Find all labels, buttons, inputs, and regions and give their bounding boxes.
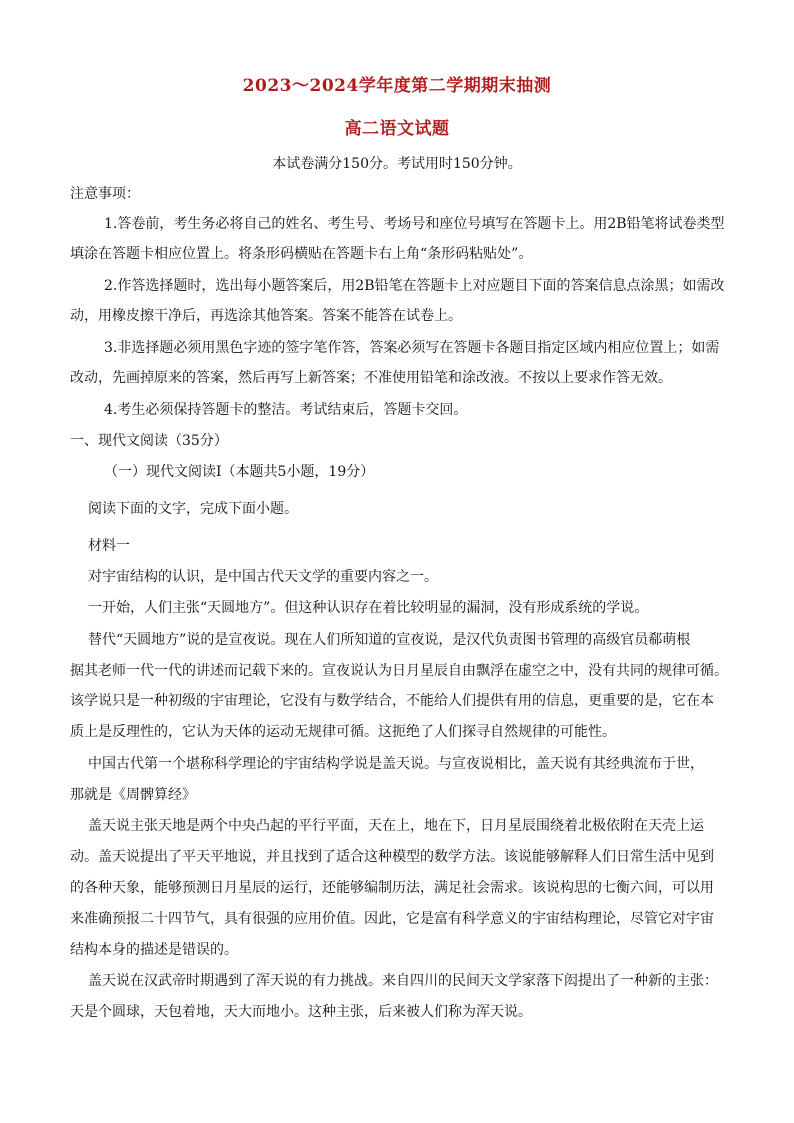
section-heading: 一、现代文阅读（35分） (70, 433, 228, 449)
paragraph-3-line-4: 质上是反理性的，它认为天体的运动无规律可循。这扼绝了人们探寻自然规律的可能性。 (70, 724, 616, 740)
paragraph-1-line-1: 对宇宙结构的认识，是中国古代天文学的重要内容之一。 (88, 569, 438, 585)
paragraph-2-line-1: 一开始，人们主张“天圆地方”。但这种认识存在着比较明显的漏洞，没有形成系统的学说。 (88, 600, 649, 616)
notice-1-line-2: 填涂在答题卡相应位置上。将条形码横贴在答题卡右上角“条形码粘贴处”。 (70, 246, 533, 262)
notice-3-line-2: 改动，先画掉原来的答案，然后再写上新答案；不准使用铅笔和涂改液。不按以上要求作答无效。 (70, 370, 672, 386)
exam-title: 2023～2024学年度第二学期期末抽测 (242, 76, 552, 96)
paragraph-5-line-2: 动。盖天说提出了平天平地说，并且找到了适合这种模型的数学方法。该说能够解释人们日常生活中见到 (70, 849, 714, 865)
notice-2-line-1: 2.作答选择题时，选出每小题答案后，用2B铅笔在答题卡上对应题目下面的答案信息点涂黑；如需改 (104, 278, 725, 294)
material-label: 材料一 (88, 538, 130, 554)
paragraph-3-line-2: 据其老师一代一代的讲述而记载下来的。宣夜说认为日月星辰自由飘浮在虚空之中，没有共同的规律可循。 (70, 663, 728, 679)
notice-heading: 注意事项： (70, 186, 140, 202)
paragraph-6-line-2: 天是个圆球，天包着地，天大而地小。这种主张，后来被人们称为浑天说。 (70, 1004, 532, 1020)
paragraph-4-line-2: 那就是《周髀算经》 (70, 787, 196, 803)
subsection-heading: （一）现代文阅读Ⅰ（本题共5小题，19分） (104, 464, 375, 480)
paragraph-4-line-1: 中国古代第一个堪称科学理论的宇宙结构学说是盖天说。与宣夜说相比，盖天说有其经典流布于世， (88, 756, 704, 772)
reading-instruction: 阅读下面的文字，完成下面小题。 (88, 501, 298, 517)
paragraph-3-line-1: 替代“天圆地方”说的是宣夜说。现在人们所知道的宣夜说，是汉代负责图书管理的高级官员郗萌根 (88, 632, 691, 648)
paragraph-6-line-1: 盖天说在汉武帝时期遇到了浑天说的有力挑战。来自四川的民间天文学家落下闳提出了一种新的主张： (88, 973, 718, 989)
paragraph-5-line-1: 盖天说主张天地是两个中央凸起的平行平面，天在上，地在下，日月星辰围绕着北极依附在天壳上运 (88, 818, 704, 834)
paragraph-5-line-4: 来准确预报二十四节气，具有很强的应用价值。因此，它是富有科学意义的宇宙结构理论，尽管它对宇宙 (70, 911, 714, 927)
notice-4-line-1: 4.考生必须保持答题卡的整洁。考试结束后，答题卡交回。 (104, 402, 468, 418)
paragraph-3-line-3: 该学说只是一种初级的宇宙理论，它没有与数学结合，不能给人们提供有用的信息，更重要的是，它在本 (70, 693, 714, 709)
paragraph-5-line-5: 结构本身的描述是错误的。 (70, 942, 238, 958)
exam-info: 本试卷满分150分。考试用时150分钟。 (272, 156, 522, 172)
exam-subject-title: 高二语文试题 (344, 119, 450, 139)
notice-1-line-1: 1.答卷前，考生务必将自己的姓名、考生号、考场号和座位号填写在答题卡上。用2B铅笔将试卷类型 (104, 216, 725, 232)
notice-3-line-1: 3.非选择题必须用黑色字迹的签字笔作答，答案必须写在答题卡各题目指定区域内相应位置上；如需 (104, 340, 720, 356)
notice-2-line-2: 动，用橡皮擦干净后，再选涂其他答案。答案不能答在试卷上。 (70, 308, 462, 324)
paragraph-5-line-3: 的各种天象，能够预测日月星辰的运行，还能够编制历法，满足社会需求。该说构思的七衡六间，可以用 (70, 880, 714, 896)
